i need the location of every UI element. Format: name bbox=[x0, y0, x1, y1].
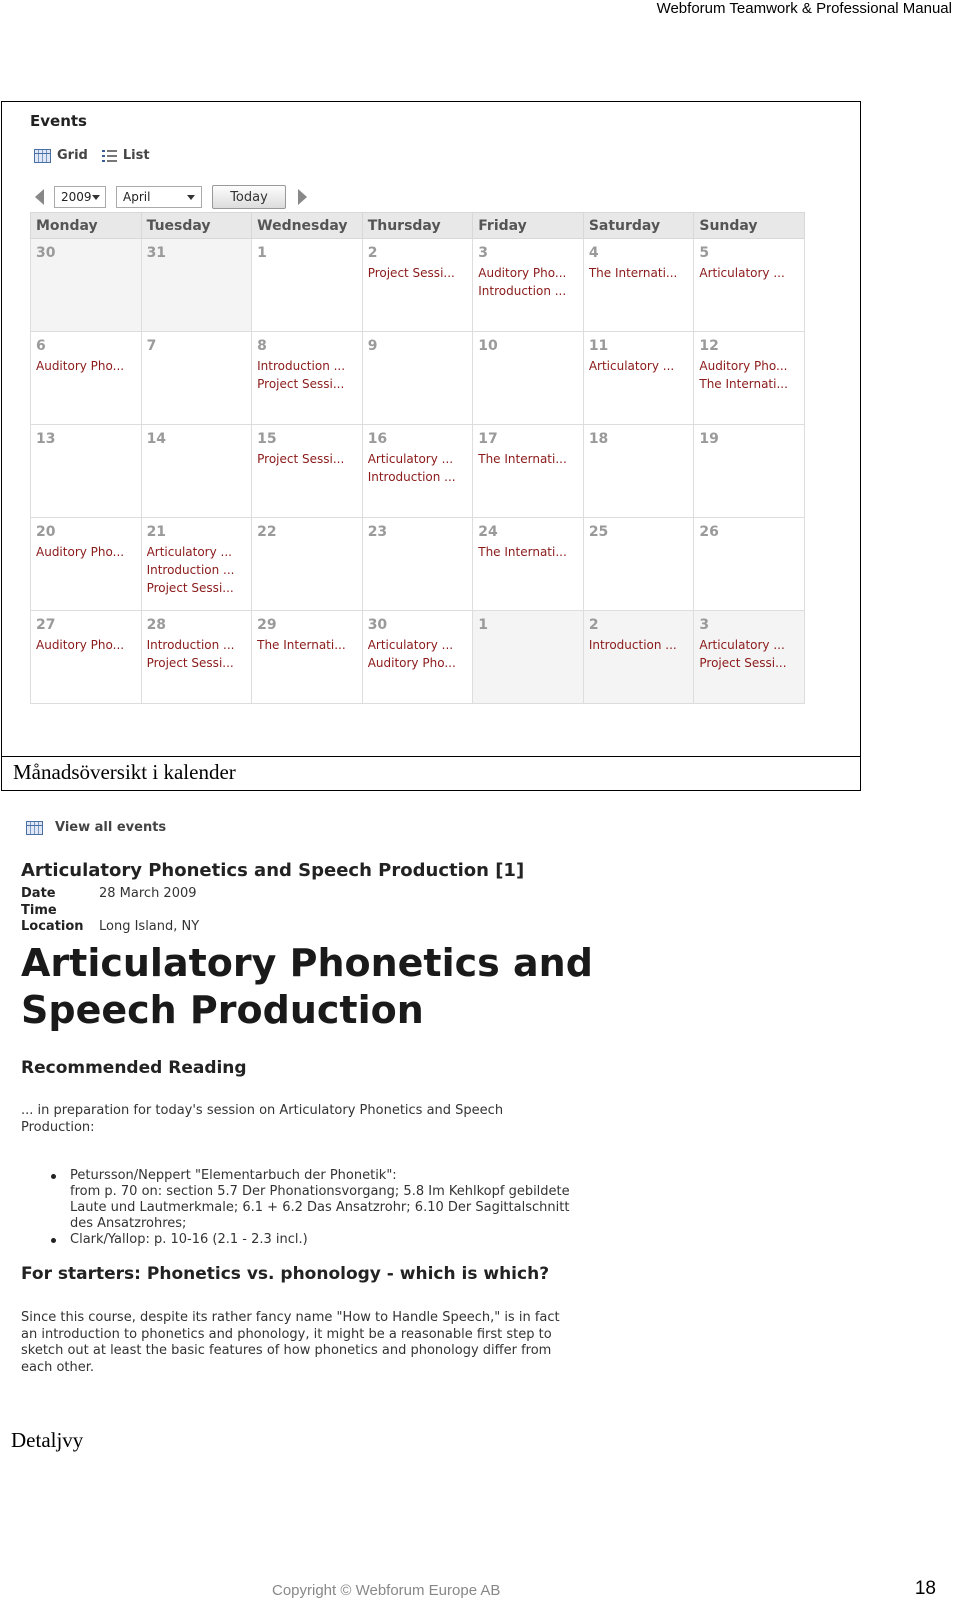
calendar-day-cell[interactable] bbox=[252, 518, 363, 611]
calendar-event-link[interactable]: Project Sessi... bbox=[367, 266, 455, 280]
chevron-down-icon bbox=[92, 195, 100, 200]
body-line: an introduction to phonetics and phonology, it might be a reasonable first step to bbox=[21, 1326, 552, 1342]
calendar-day-cell[interactable] bbox=[583, 611, 694, 704]
figure-caption-row bbox=[2, 756, 860, 790]
calendar-day-cell[interactable] bbox=[694, 425, 805, 518]
document-header: Webforum Teamwork & Professional Manual bbox=[656, 0, 952, 17]
previous-month-icon[interactable] bbox=[35, 189, 44, 205]
day-number: 30 bbox=[367, 617, 388, 633]
meta-time bbox=[21, 903, 199, 920]
calendar-event-link[interactable]: Auditory Pho... bbox=[699, 359, 788, 373]
calendar-event-link[interactable]: Project Sessi... bbox=[146, 581, 234, 595]
intro-paragraph bbox=[21, 1103, 503, 1136]
location-value: Long Island, NY bbox=[99, 919, 200, 934]
calendar-day-cell[interactable] bbox=[252, 425, 363, 518]
calendar-event-link[interactable]: Introduction ... bbox=[478, 284, 567, 298]
day-number: 29 bbox=[257, 617, 277, 633]
calendar-navigation bbox=[35, 184, 307, 210]
calendar-day-cell[interactable] bbox=[473, 239, 584, 332]
day-number: 26 bbox=[699, 524, 719, 540]
day-number: 27 bbox=[36, 617, 56, 633]
calendar-event-link[interactable]: The Internati... bbox=[478, 452, 567, 466]
calendar-event-link[interactable]: Auditory Pho... bbox=[367, 656, 456, 670]
day-number: 24 bbox=[478, 524, 498, 540]
day-number: 15 bbox=[257, 431, 277, 447]
calendar-event-link[interactable]: Auditory Pho... bbox=[36, 359, 125, 373]
calendar-event-link[interactable]: Articulatory ... bbox=[699, 266, 785, 280]
calendar-day-cell[interactable] bbox=[694, 518, 805, 611]
calendar-day-cell[interactable] bbox=[694, 239, 805, 332]
events-title: Events bbox=[30, 112, 87, 130]
calendar-day-cell[interactable] bbox=[141, 239, 252, 332]
calendar-day-cell[interactable] bbox=[473, 518, 584, 611]
calendar-week-row bbox=[31, 425, 805, 518]
month-value: April bbox=[123, 190, 151, 204]
calendar-day-cell[interactable] bbox=[362, 611, 473, 704]
calendar-week-row bbox=[31, 239, 805, 332]
calendar-day-cell[interactable] bbox=[362, 425, 473, 518]
list-view-option[interactable] bbox=[102, 148, 150, 163]
intro-line-2: Production: bbox=[21, 1119, 95, 1135]
calendar-event-link[interactable]: Project Sessi... bbox=[699, 656, 787, 670]
day-number: 1 bbox=[257, 245, 267, 261]
calendar-event-link[interactable]: Articulatory ... bbox=[699, 638, 785, 652]
day-number: 25 bbox=[588, 524, 609, 540]
day-number: 19 bbox=[699, 431, 719, 447]
calendar-day-cell[interactable] bbox=[141, 425, 252, 518]
day-number: 1 bbox=[478, 617, 488, 633]
time-label: Time bbox=[21, 902, 57, 918]
day-number: 11 bbox=[588, 338, 609, 354]
body-line: sketch out at least the basic features of how phonetics and phonology differ from bbox=[21, 1343, 552, 1358]
day-number: 2 bbox=[588, 617, 599, 633]
calendar-icon bbox=[26, 821, 43, 835]
day-number: 3 bbox=[699, 617, 710, 633]
content-heading-line-1: Articulatory Phonetics and bbox=[21, 941, 593, 985]
day-number: 31 bbox=[146, 245, 167, 261]
weekday-header-row bbox=[31, 213, 805, 239]
year-value: 2009 bbox=[61, 190, 92, 204]
bullet-line: Clark/Yallop: p. 10-16 (2.1 - 2.3 incl.) bbox=[70, 1232, 308, 1247]
calendar-event-link[interactable]: Articulatory ... bbox=[367, 452, 454, 466]
calendar-day-cell[interactable] bbox=[31, 332, 142, 425]
calendar-week-row bbox=[31, 332, 805, 425]
list-item bbox=[51, 1168, 651, 1232]
day-number: 8 bbox=[257, 338, 267, 354]
weekday-header: Wednesday bbox=[252, 213, 363, 239]
figure-border bbox=[2, 101, 828, 102]
calendar-event-link[interactable]: The Internati... bbox=[257, 638, 346, 652]
calendar-day-cell[interactable] bbox=[694, 332, 805, 425]
calendar-event-link[interactable]: Introduction ... bbox=[146, 638, 235, 652]
month-select[interactable] bbox=[116, 186, 202, 208]
view-switcher bbox=[34, 148, 150, 163]
event-meta bbox=[21, 886, 199, 936]
grid-view-option[interactable] bbox=[34, 148, 88, 163]
calendar-event-link[interactable]: Auditory Pho... bbox=[36, 545, 125, 559]
body-line: each other. bbox=[21, 1359, 95, 1375]
next-month-icon[interactable] bbox=[298, 189, 307, 205]
year-select[interactable] bbox=[54, 186, 106, 208]
bullet-line: des Ansatzrohres; bbox=[70, 1216, 187, 1231]
view-all-events-link[interactable] bbox=[26, 820, 166, 835]
calendar-day-cell[interactable] bbox=[473, 332, 584, 425]
calendar-day-cell[interactable] bbox=[252, 611, 363, 704]
month-view-figure bbox=[1, 101, 861, 791]
calendar-day-cell[interactable] bbox=[473, 611, 584, 704]
calendar-day-cell[interactable] bbox=[141, 518, 252, 611]
calendar-day-cell[interactable] bbox=[583, 425, 694, 518]
event-title: Articulatory Phonetics and Speech Production [1] bbox=[21, 860, 525, 881]
today-button[interactable]: Today bbox=[212, 185, 286, 209]
bullet-line: Petursson/Neppert "Elementarbuch der Phonetik": bbox=[70, 1168, 397, 1183]
day-number: 28 bbox=[146, 617, 167, 633]
bullet-line: from p. 70 on: section 5.7 Der Phonationsvorgang; 5.8 Im Kehlkopf gebildete bbox=[70, 1184, 570, 1199]
calendar-day-cell[interactable] bbox=[362, 239, 473, 332]
day-number: 12 bbox=[699, 338, 719, 354]
weekday-header: Monday bbox=[31, 213, 142, 239]
day-number: 14 bbox=[146, 431, 167, 447]
day-number: 21 bbox=[146, 524, 167, 540]
calendar-event-link[interactable]: The Internati... bbox=[478, 545, 567, 559]
calendar-event-link[interactable]: Articulatory ... bbox=[367, 638, 454, 652]
calendar-day-cell[interactable] bbox=[31, 518, 142, 611]
section-heading-reading: Recommended Reading bbox=[21, 1058, 247, 1078]
day-number: 17 bbox=[478, 431, 498, 447]
weekday-header: Tuesday bbox=[141, 213, 252, 239]
day-number: 13 bbox=[36, 431, 56, 447]
bullet-line: Laute und Lautmerkmale; 6.1 + 6.2 Das Ansatzrohr; 6.10 Der Sagittalschnitt bbox=[70, 1200, 570, 1215]
day-number: 20 bbox=[36, 524, 56, 540]
calendar-event-link[interactable]: Articulatory ... bbox=[146, 545, 232, 559]
day-number: 9 bbox=[367, 338, 378, 354]
weekday-header: Thursday bbox=[362, 213, 473, 239]
calendar-day-cell[interactable] bbox=[252, 239, 363, 332]
calendar-day-cell[interactable] bbox=[141, 332, 252, 425]
calendar-grid bbox=[30, 212, 805, 704]
calendar-day-cell[interactable] bbox=[583, 518, 694, 611]
section-heading-starters: For starters: Phonetics vs. phonology - which is which? bbox=[21, 1264, 550, 1284]
meta-location bbox=[21, 919, 199, 936]
calendar-day-cell[interactable] bbox=[583, 239, 694, 332]
calendar-week-row bbox=[31, 518, 805, 611]
calendar-day-cell[interactable] bbox=[694, 611, 805, 704]
calendar-day-cell[interactable] bbox=[31, 611, 142, 704]
calendar-event-link[interactable]: Introduction ... bbox=[367, 470, 456, 484]
copyright-footer: Copyright © Webforum Europe AB bbox=[272, 1582, 501, 1599]
calendar-day-cell[interactable] bbox=[362, 518, 473, 611]
body-paragraph bbox=[21, 1310, 560, 1376]
calendar-event-link[interactable]: The Internati... bbox=[588, 266, 678, 280]
day-number: 22 bbox=[257, 524, 277, 540]
grid-icon bbox=[34, 149, 51, 163]
day-number: 18 bbox=[588, 431, 609, 447]
calendar-event-link[interactable]: Project Sessi... bbox=[257, 377, 345, 391]
day-number: 6 bbox=[36, 338, 46, 354]
list-view-label: List bbox=[122, 148, 150, 163]
day-number: 23 bbox=[367, 524, 388, 540]
grid-view-label: Grid bbox=[57, 148, 88, 163]
date-value: 28 March 2009 bbox=[99, 886, 197, 901]
weekday-header: Friday bbox=[473, 213, 584, 239]
day-number: 5 bbox=[699, 245, 710, 261]
calendar-event-link[interactable]: Introduction ... bbox=[588, 638, 677, 652]
day-number: 2 bbox=[367, 245, 378, 261]
calendar-day-cell[interactable] bbox=[473, 425, 584, 518]
date-label: Date bbox=[21, 886, 56, 901]
detail-caption: Detaljvy bbox=[11, 1428, 84, 1452]
calendar-day-cell[interactable] bbox=[252, 332, 363, 425]
calendar-body bbox=[31, 239, 805, 704]
view-all-events-label: View all events bbox=[55, 820, 167, 835]
calendar-day-cell[interactable] bbox=[583, 332, 694, 425]
calendar-day-cell[interactable] bbox=[31, 425, 142, 518]
content-heading bbox=[21, 940, 661, 1034]
calendar-event-link[interactable]: Project Sessi... bbox=[146, 656, 234, 670]
calendar-week-row bbox=[31, 611, 805, 704]
calendar-event-link[interactable]: Introduction ... bbox=[146, 563, 235, 577]
intro-line-1: ... in preparation for today's session on Articulatory Phonetics and Speech bbox=[21, 1103, 504, 1118]
figure-caption: Månadsöversikt i kalender bbox=[13, 760, 236, 784]
list-item bbox=[51, 1232, 651, 1248]
day-number: 30 bbox=[36, 245, 56, 261]
day-number: 10 bbox=[478, 338, 498, 354]
calendar-day-cell[interactable] bbox=[141, 611, 252, 704]
calendar-day-cell[interactable] bbox=[362, 332, 473, 425]
calendar-event-link[interactable]: Auditory Pho... bbox=[36, 638, 125, 652]
calendar-event-link[interactable]: Project Sessi... bbox=[257, 452, 345, 466]
calendar-event-link[interactable]: The Internati... bbox=[699, 377, 788, 391]
day-number: 7 bbox=[146, 338, 157, 354]
page-number: 18 bbox=[914, 1578, 936, 1599]
body-line: Since this course, despite its rather fancy name "How to Handle Speech," is in fact bbox=[21, 1310, 560, 1325]
calendar-event-link[interactable]: Articulatory ... bbox=[588, 359, 675, 373]
list-icon bbox=[102, 149, 117, 163]
calendar-event-link[interactable]: Introduction ... bbox=[257, 359, 346, 373]
weekday-header: Saturday bbox=[583, 213, 694, 239]
chevron-down-icon bbox=[187, 195, 195, 200]
day-number: 16 bbox=[367, 431, 388, 447]
calendar-event-link[interactable]: Auditory Pho... bbox=[478, 266, 567, 280]
day-number: 3 bbox=[478, 245, 488, 261]
location-label: Location bbox=[21, 919, 84, 934]
content-heading-line-2: Speech Production bbox=[21, 988, 424, 1032]
weekday-header: Sunday bbox=[694, 213, 805, 239]
day-number: 4 bbox=[588, 245, 599, 261]
meta-date bbox=[21, 886, 199, 903]
reading-list bbox=[51, 1168, 651, 1248]
calendar-day-cell[interactable] bbox=[31, 239, 142, 332]
